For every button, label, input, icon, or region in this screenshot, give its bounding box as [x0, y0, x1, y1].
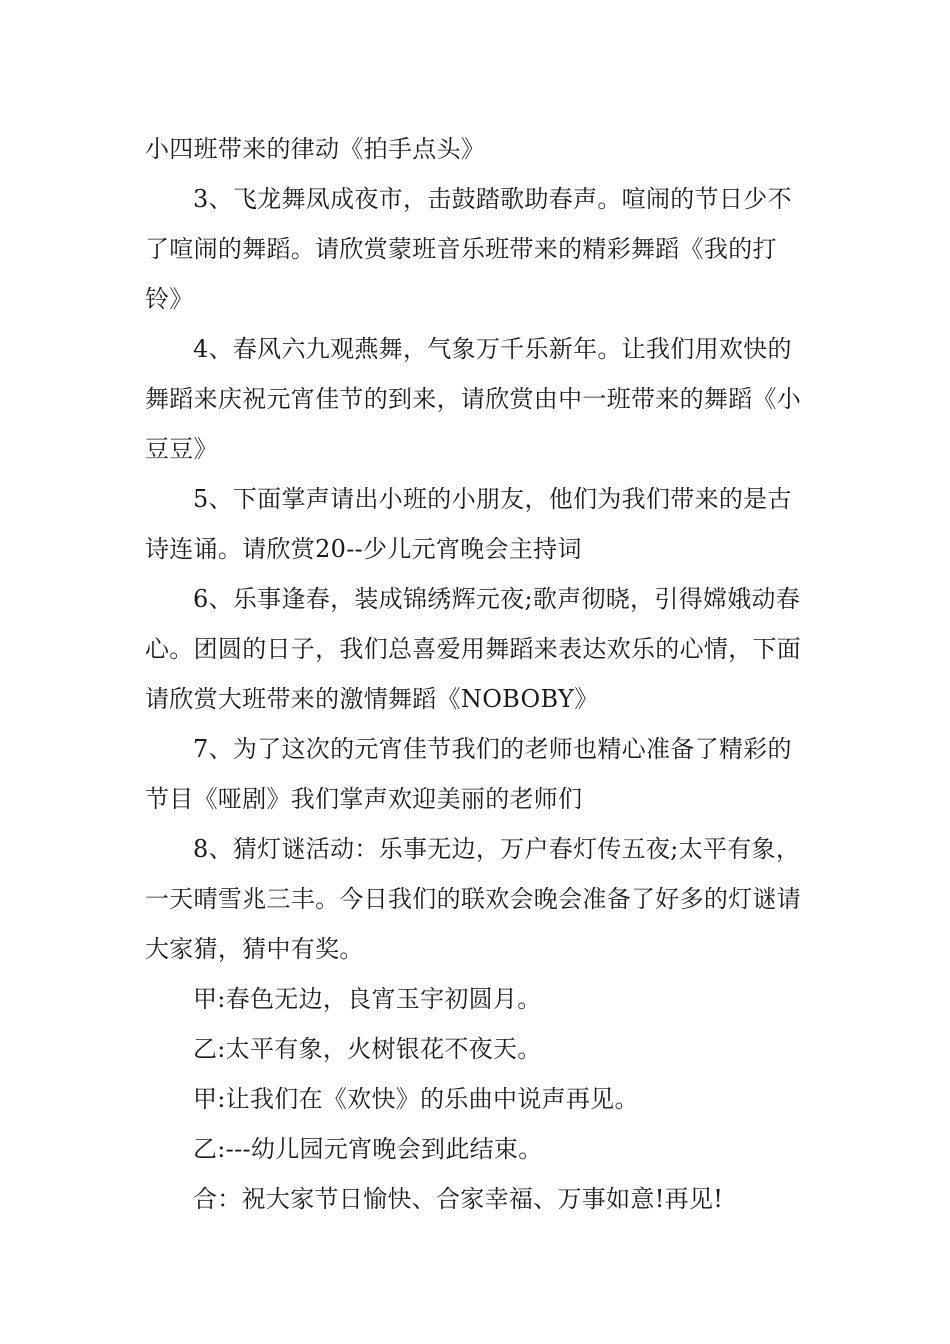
- paragraph-continuation: 小四班带来的律动《拍手点头》: [145, 135, 486, 163]
- dialogue-line-jia-2: 甲:让我们在《欢快》的乐曲中说声再见。: [193, 1085, 639, 1113]
- paragraph-item-7: 7、为了这次的元宵佳节我们的老师也精心准备了精彩的节目《哑剧》我们掌声欢迎美丽的老师们: [145, 735, 792, 813]
- dialogue-line-yi-2: 乙:---幼儿园元宵晚会到此结束。: [193, 1135, 543, 1163]
- dialogue-line-yi-1: 乙:太平有象，火树银花不夜天。: [193, 1035, 542, 1063]
- paragraph-item-3: 3、飞龙舞凤成夜市，击鼓踏歌助春声。喧闹的节日少不了喧闹的舞蹈。请欣赏蒙班音乐班带来的精彩舞蹈《我的打铃》: [145, 185, 792, 313]
- dialogue-line-jia-1: 甲:春色无边，良宵玉宇初圆月。: [193, 985, 542, 1013]
- paragraph-item-6: 6、乐事逢春，装成锦绣辉元夜;歌声彻晓，引得嫦娥动春心。团圆的日子，我们总喜爱用舞蹈来表达欢乐的心情，下面请欣赏大班带来的激情舞蹈《NOBOBY》: [145, 585, 802, 713]
- paragraph-item-8: 8、猜灯谜活动：乐事无边，万户春灯传五夜;太平有象，一天晴雪兆三丰。今日我们的联欢会晚会准备了好多的灯谜请大家猜，猜中有奖。: [145, 835, 802, 963]
- dialogue-line-together: 合：祝大家节日愉快、合家幸福、万事如意!再见!: [193, 1185, 724, 1213]
- document-body: [145, 124, 810, 1224]
- paragraph-item-4: 4、春风六九观燕舞，气象万千乐新年。让我们用欢快的舞蹈来庆祝元宵佳节的到来，请欣赏由中一班带来的舞蹈《小豆豆》: [145, 335, 802, 463]
- paragraph-item-5: 5、下面掌声请出小班的小朋友，他们为我们带来的是古诗连诵。请欣赏20--少儿元宵晚会主持词: [145, 485, 792, 563]
